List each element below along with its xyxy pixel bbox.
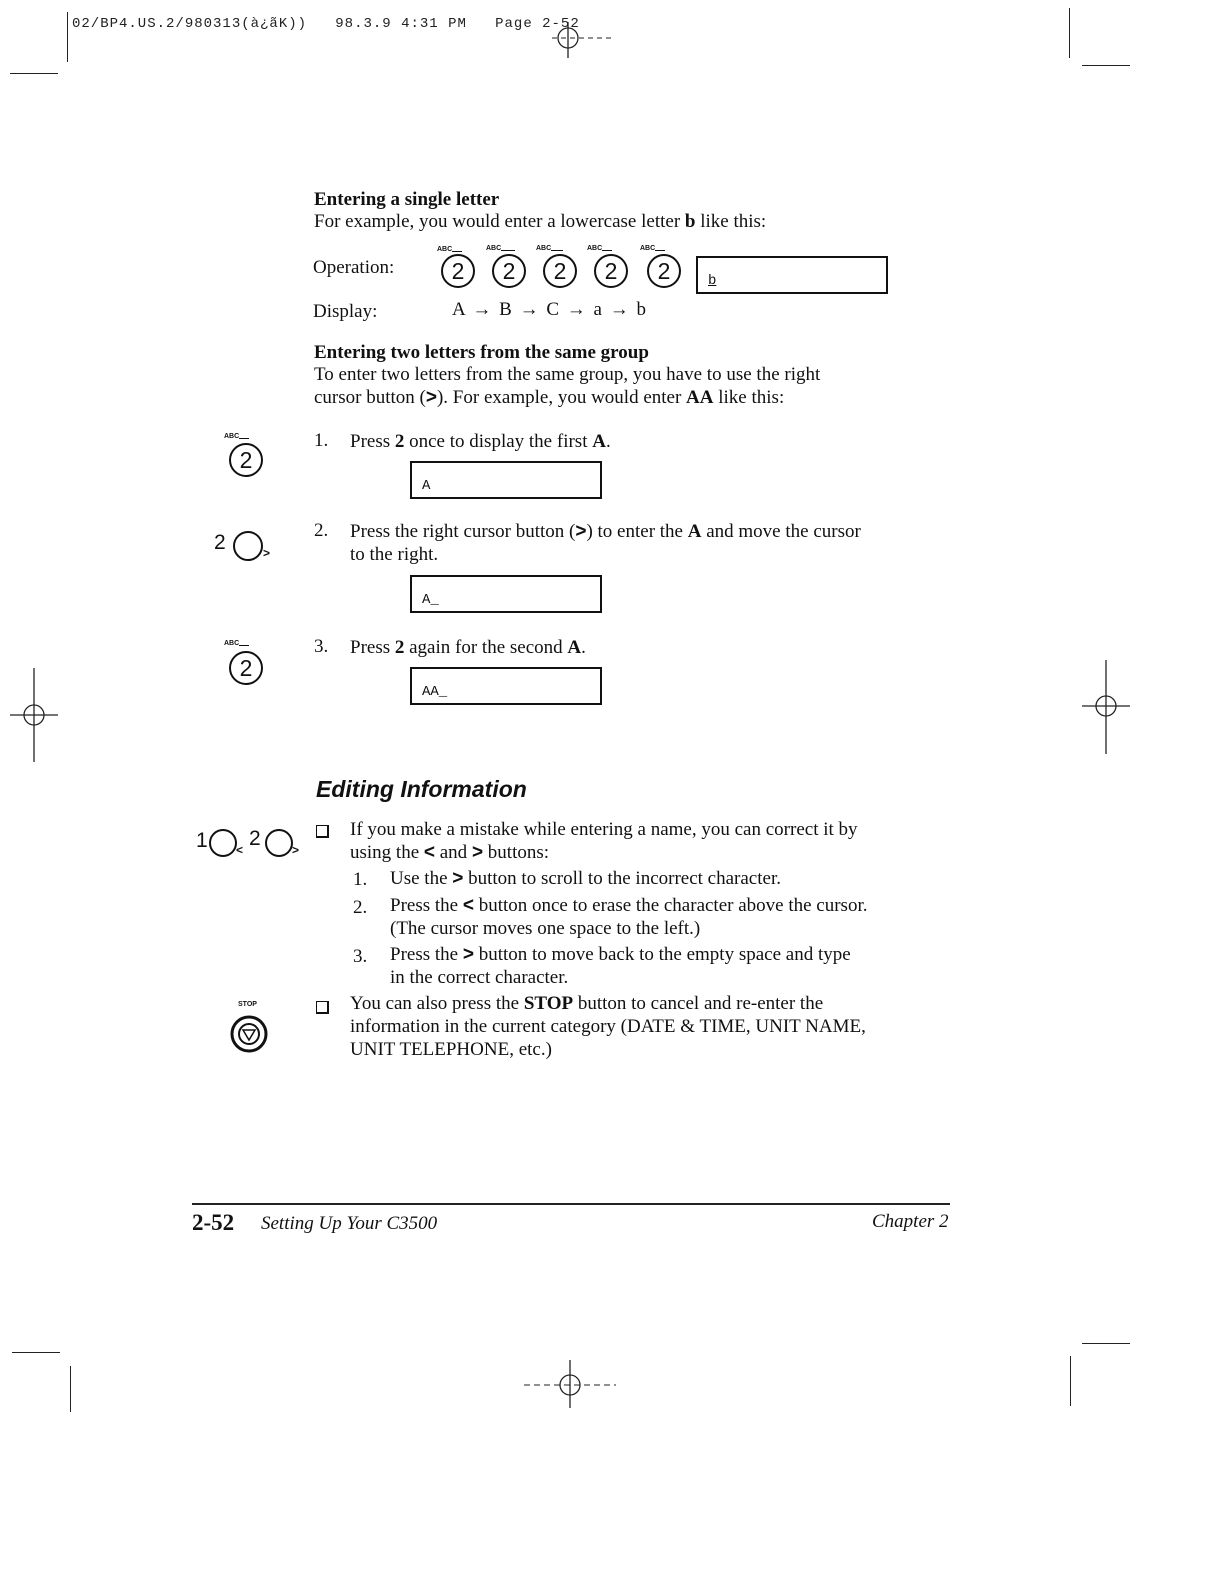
edit-substep-3-number: 3. bbox=[353, 946, 368, 967]
operation-label: Operation: bbox=[313, 257, 395, 278]
crop-mark bbox=[1082, 1343, 1130, 1344]
single-letter-heading: Entering a single letter bbox=[314, 189, 500, 210]
lcd-text: A_ bbox=[422, 592, 439, 608]
key-abc-label: ABC bbox=[536, 245, 552, 252]
two-letters-heading: Entering two letters from the same group bbox=[314, 342, 649, 363]
stop-key-label: STOP bbox=[238, 1001, 257, 1008]
key-tick bbox=[239, 645, 249, 646]
cursor-key-number: 1 bbox=[196, 829, 208, 852]
right-cursor-key-icon bbox=[265, 829, 293, 857]
edit-substep-1-text: Use the > button to scroll to the incorrect character. bbox=[390, 868, 781, 889]
display-sequence: A → B → C → a → b bbox=[452, 299, 646, 320]
registration-mark-left bbox=[8, 668, 60, 764]
crop-mark bbox=[10, 73, 58, 74]
checkbox-bullet-icon bbox=[316, 1001, 329, 1014]
key-2-icon: 2 bbox=[441, 254, 475, 288]
editing-bullet-1: If you make a mistake while entering a name, you can correct it by using the < and > buttons: bbox=[350, 819, 858, 863]
editing-bullet-2: You can also press the STOP button to cancel and re-enter the information in the current category (DATE & TIME, UNIT NAME, UNIT TELEPHONE, etc.) bbox=[350, 993, 866, 1060]
lcd-display-step-1 bbox=[410, 461, 602, 499]
crop-mark bbox=[1069, 8, 1070, 58]
two-letters-intro-line2: cursor button (>). For example, you would enter AA like this: bbox=[314, 387, 785, 408]
crop-mark bbox=[1082, 65, 1130, 66]
lcd-display-step-2 bbox=[410, 575, 602, 613]
lcd-display-step-3 bbox=[410, 667, 602, 705]
key-tick bbox=[452, 251, 462, 252]
left-arrow-icon: < bbox=[236, 843, 244, 857]
editing-section-title: Editing Information bbox=[316, 776, 527, 802]
step-2-text: Press the right cursor button (>) to enter the A and move the cursor to the right. bbox=[350, 521, 861, 565]
key-2-icon: 2 bbox=[229, 443, 263, 477]
print-slug-page: Page 2-52 bbox=[495, 16, 580, 32]
step-1-number: 1. bbox=[314, 430, 329, 451]
lcd-text: A bbox=[422, 478, 431, 494]
two-letters-intro-line1: To enter two letters from the same group, you have to use the right bbox=[314, 364, 821, 385]
print-slug-timestamp: 98.3.9 4:31 PM bbox=[335, 16, 467, 32]
footer-book-title: Setting Up Your C3500 bbox=[261, 1213, 438, 1234]
key-tick bbox=[501, 250, 515, 251]
stop-button-icon bbox=[229, 1014, 269, 1054]
key-abc-label: ABC bbox=[640, 245, 656, 252]
cursor-key-number: 2 bbox=[249, 827, 261, 850]
right-cursor-key-icon bbox=[233, 531, 263, 561]
key-2-icon: 2 bbox=[492, 254, 526, 288]
cursor-key-number: 2 bbox=[214, 531, 226, 554]
step-1-text: Press 2 once to display the first A. bbox=[350, 431, 611, 452]
checkbox-bullet-icon bbox=[316, 825, 329, 838]
footer-page-number: 2-52 bbox=[192, 1210, 235, 1235]
print-slug bbox=[72, 16, 580, 32]
key-tick bbox=[551, 250, 563, 251]
key-tick bbox=[602, 250, 612, 251]
right-arrow-icon: > bbox=[263, 546, 271, 560]
step-2-number: 2. bbox=[314, 520, 329, 541]
footer-chapter: Chapter 2 bbox=[872, 1211, 949, 1232]
crop-mark bbox=[12, 1352, 60, 1353]
crop-mark bbox=[1070, 1356, 1071, 1406]
key-2-icon: 2 bbox=[594, 254, 628, 288]
key-abc-label: ABC bbox=[224, 640, 240, 647]
step-3-text: Press 2 again for the second A. bbox=[350, 637, 586, 658]
key-2-icon: 2 bbox=[543, 254, 577, 288]
registration-mark-bottom bbox=[520, 1358, 620, 1410]
lcd-text: AA_ bbox=[422, 684, 448, 700]
step-3-number: 3. bbox=[314, 636, 329, 657]
key-tick bbox=[239, 438, 249, 439]
crop-mark bbox=[70, 1366, 71, 1412]
right-arrow-icon: > bbox=[292, 843, 300, 857]
key-abc-label: ABC bbox=[486, 245, 502, 252]
display-label: Display: bbox=[313, 301, 378, 322]
edit-substep-3-text: Press the > button to move back to the empty space and type in the correct character. bbox=[390, 944, 851, 988]
registration-mark-right bbox=[1080, 660, 1132, 756]
crop-mark bbox=[67, 12, 68, 62]
edit-substep-1-number: 1. bbox=[353, 869, 368, 890]
edit-substep-2-number: 2. bbox=[353, 897, 368, 918]
key-abc-label: ABC bbox=[587, 245, 603, 252]
edit-substep-2-text: Press the < button once to erase the character above the cursor. (The cursor moves one space to the left.) bbox=[390, 895, 868, 939]
key-abc-label: ABC bbox=[437, 246, 453, 253]
key-abc-label: ABC bbox=[224, 433, 240, 440]
print-slug-file: 02/BP4.US.2/980313(à¿ãK)) bbox=[72, 16, 308, 32]
key-2-icon: 2 bbox=[229, 651, 263, 685]
lcd-text: b bbox=[708, 273, 717, 289]
footer-rule bbox=[192, 1203, 950, 1205]
lcd-display bbox=[696, 256, 888, 294]
single-letter-intro: For example, you would enter a lowercase letter b like this: bbox=[314, 211, 767, 232]
key-tick bbox=[655, 250, 665, 251]
left-cursor-key-icon bbox=[209, 829, 237, 857]
key-2-icon: 2 bbox=[647, 254, 681, 288]
